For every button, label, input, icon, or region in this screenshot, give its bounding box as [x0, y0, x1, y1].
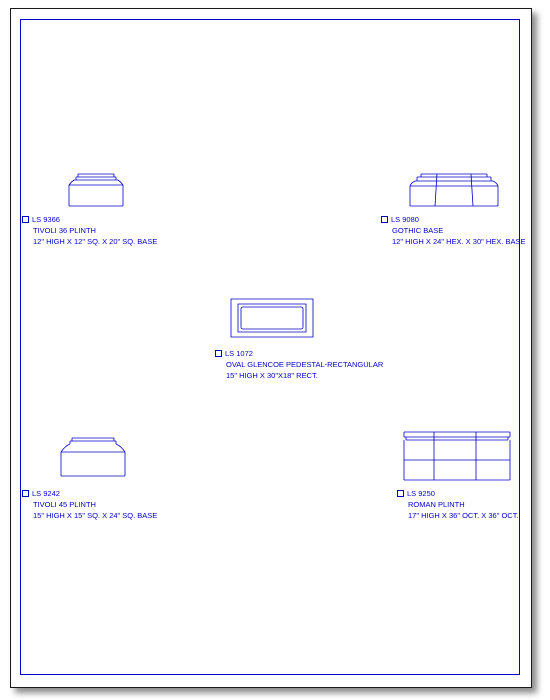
tivoli-36-plinth-icon: [66, 172, 126, 208]
product-spec: 15" HIGH X 30"X18" RECT.: [226, 371, 318, 380]
product-code: LS 9366: [32, 215, 60, 224]
product-spec: 12" HIGH X 12" SQ. X 20" SQ. BASE: [33, 237, 158, 246]
product-spec: 17" HIGH X 36" OCT. X 36" OCT.: [408, 511, 519, 520]
product-name: OVAL GLENCOE PEDESTAL-RECTANGULAR: [226, 360, 384, 369]
product-label: [397, 488, 519, 521]
product-spec: 15" HIGH X 15" SQ. X 24" SQ. BASE: [33, 511, 158, 520]
select-checkbox[interactable]: [381, 216, 388, 223]
product-label: [22, 214, 157, 247]
product-code: LS 9242: [32, 489, 60, 498]
product-code: LS 9080: [391, 215, 419, 224]
product-label: [22, 488, 157, 521]
product-name: TIVOLI 45 PLINTH: [33, 500, 96, 509]
roman-plinth-icon: [402, 430, 512, 482]
product-spec: 12" HIGH X 24" HEX. X 30" HEX. BASE: [392, 237, 526, 246]
product-label: [381, 214, 525, 247]
select-checkbox[interactable]: [22, 216, 29, 223]
product-name: TIVOLI 36 PLINTH: [33, 226, 96, 235]
product-name: ROMAN PLINTH: [408, 500, 465, 509]
gothic-base-icon: [407, 172, 501, 208]
select-checkbox[interactable]: [22, 490, 29, 497]
oval-glencoe-pedestal-icon: [229, 297, 315, 339]
tivoli-45-plinth-icon: [58, 436, 128, 478]
drawing-frame: [20, 19, 520, 675]
product-code: LS 1072: [225, 349, 253, 358]
product-name: GOTHIC BASE: [392, 226, 444, 235]
select-checkbox[interactable]: [397, 490, 404, 497]
select-checkbox[interactable]: [215, 350, 222, 357]
product-code: LS 9250: [407, 489, 435, 498]
product-label: [215, 348, 383, 381]
